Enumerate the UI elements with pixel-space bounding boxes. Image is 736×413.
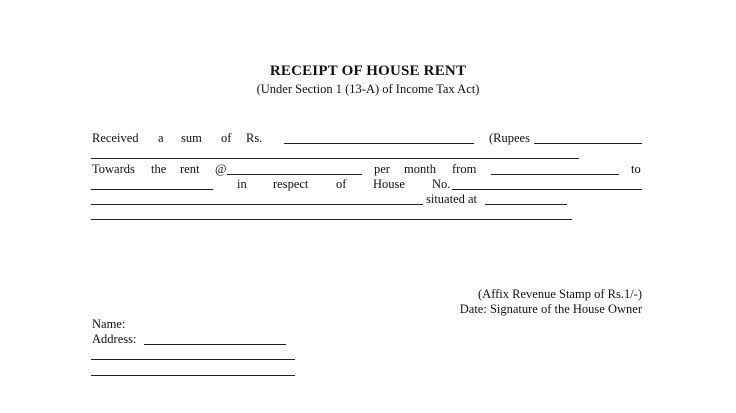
of-word-2: of	[336, 177, 347, 191]
document-title: RECEIPT OF HOUSE RENT	[269, 63, 467, 79]
in-word: in	[237, 177, 247, 191]
rupees-words-continuation-blank[interactable]	[91, 158, 579, 159]
towards-word: Towards	[92, 162, 135, 176]
the-word: the	[151, 162, 167, 176]
per-word: per	[374, 162, 390, 176]
document-subtitle: (Under Section 1 (13-A) of Income Tax Act)	[256, 82, 480, 96]
address-line-2-blank[interactable]	[91, 359, 295, 360]
house-word: House	[373, 177, 405, 191]
to-date-blank[interactable]	[91, 189, 213, 190]
address-line-3-blank[interactable]	[91, 375, 295, 376]
house-address-blank[interactable]	[91, 204, 423, 205]
affix-revenue-stamp-note: (Affix Revenue Stamp of Rs.1/-)	[478, 287, 642, 301]
at-sign: @	[215, 162, 227, 176]
amount-blank[interactable]	[284, 143, 474, 144]
received-label: Received	[92, 131, 139, 145]
rs-label: Rs.	[246, 131, 263, 145]
respect-word: respect	[273, 177, 309, 191]
rupees-label: (Rupees	[489, 131, 530, 145]
month-word: month	[404, 162, 436, 176]
address-line-1-blank[interactable]	[144, 344, 286, 345]
situated-location-blank[interactable]	[485, 204, 567, 205]
house-number-blank[interactable]	[452, 189, 642, 190]
sum-word: sum	[181, 131, 202, 145]
rupees-words-blank[interactable]	[534, 143, 642, 144]
to-word: to	[631, 162, 641, 176]
of-word: of	[221, 131, 232, 145]
no-label: No.	[432, 177, 451, 191]
name-label: Name:	[92, 317, 126, 331]
from-date-blank[interactable]	[491, 174, 619, 175]
rent-word: rent	[180, 162, 200, 176]
address-label: Address:	[92, 332, 137, 346]
date-signature-label: Date: Signature of the House Owner	[459, 302, 642, 316]
situated-at-label: situated at	[426, 192, 478, 206]
a-word: a	[158, 131, 164, 145]
location-continuation-blank[interactable]	[91, 219, 572, 220]
rent-rate-blank[interactable]	[227, 174, 362, 175]
from-word: from	[452, 162, 477, 176]
